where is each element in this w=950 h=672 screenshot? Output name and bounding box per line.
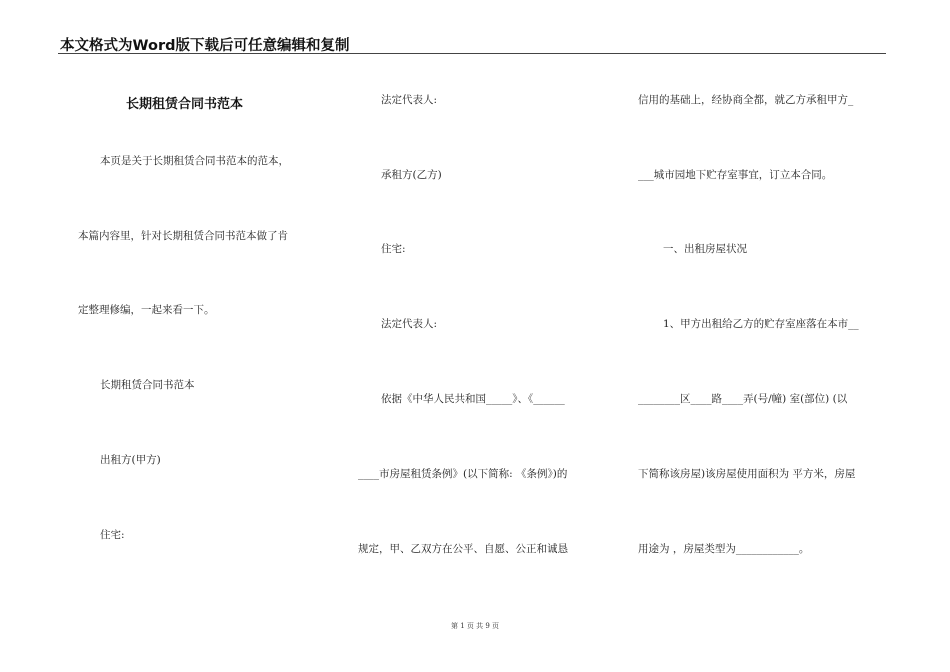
text-line: 用途为 ，房屋类型为____________。	[638, 543, 810, 555]
text-line: 长期租赁合同书范本	[100, 379, 195, 391]
text-line: 本页是关于长期租赁合同书范本的范本，	[100, 155, 289, 167]
text-line: 依据《中华人民共和国_____》、《______	[381, 393, 565, 405]
text-line: 定整理修编，一起来看一下。	[78, 304, 215, 316]
header-divider	[58, 53, 886, 54]
text-line: 规定，甲、乙双方在公平、自愿、公正和诚恳	[358, 543, 568, 555]
section-heading: 一、出租房屋状况	[663, 243, 747, 255]
text-line: 1、甲方出租给乙方的贮存室座落在本市__	[663, 318, 859, 330]
text-line: ____市房屋租赁条例》(以下简称: 《条例》)的	[358, 468, 568, 480]
text-line: 法定代表人:	[381, 94, 438, 106]
header-title: 本文格式为Word版下载后可任意编辑和复制	[60, 38, 350, 54]
text-line: 本篇内容里，针对长期租赁合同书范本做了肯	[78, 230, 288, 242]
text-line: 信用的基础上，经协商全都，就乙方承租甲方_	[638, 94, 854, 106]
text-line: 法定代表人:	[381, 318, 438, 330]
text-line: 承租方(乙方)	[381, 169, 442, 181]
page-number: 第 1 页 共 9 页	[450, 622, 500, 630]
text-line: 住宅:	[100, 529, 125, 541]
text-line: 住宅:	[381, 243, 406, 255]
text-line: ________区____路____弄(号/幢) 室(部位) (以	[638, 393, 848, 405]
text-line: 出租方(甲方)	[100, 454, 161, 466]
text-line: 下简称该房屋)该房屋使用面积为 平方米，房屋	[638, 468, 856, 480]
text-line: ___城市园地下贮存室事宜，订立本合同。	[638, 169, 833, 181]
document-title: 长期租赁合同书范本	[126, 97, 244, 112]
